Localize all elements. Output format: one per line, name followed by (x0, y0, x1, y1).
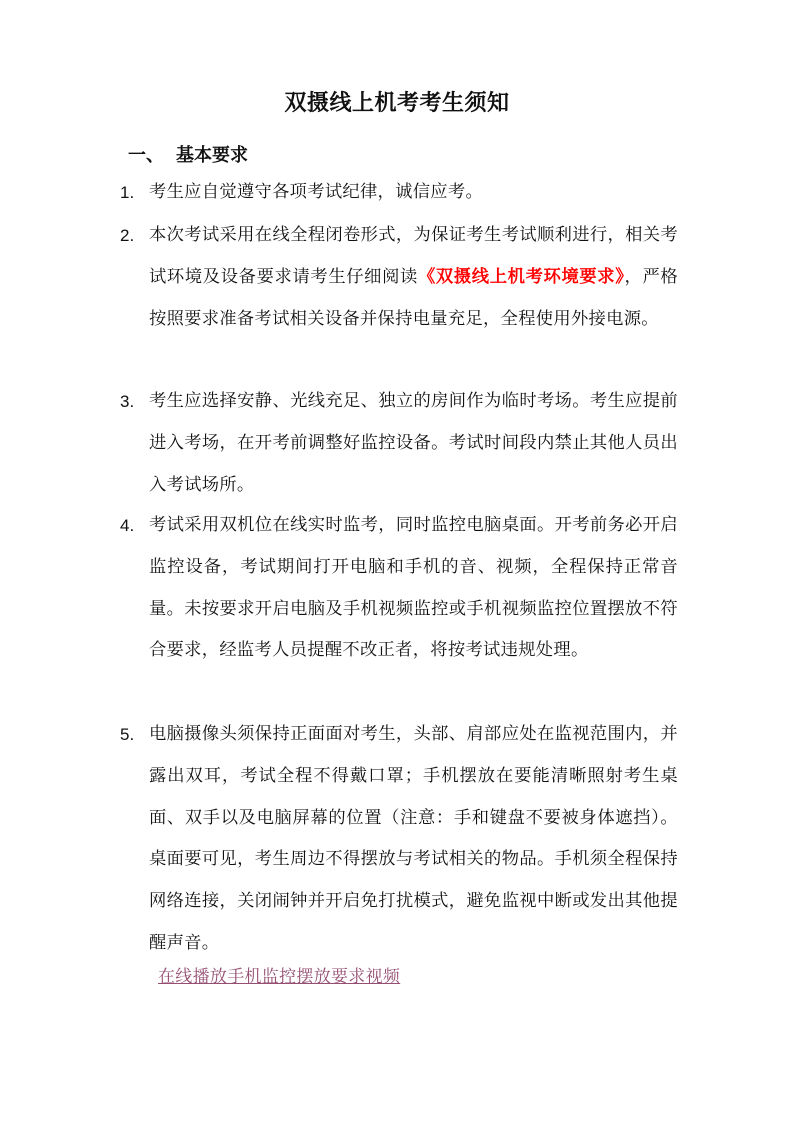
item-text (149, 215, 678, 340)
environment-requirements-reference: 《双摄线上机考环境要求》 (417, 266, 625, 287)
item-text: 考生应自觉遵守各项考试纪律，诚信应考。 (149, 182, 484, 202)
item-number: 4. (120, 516, 135, 535)
page-title: 双摄线上机考考生须知 (284, 91, 510, 116)
list-item-4 (120, 505, 678, 672)
item-text-after: ，严格按照要求准备考试相关设备并保持电量充足，全程使用外接电源。 (149, 266, 678, 329)
item-text: 电脑摄像头须保持正面面对考生，头部、肩部应处在监视范围内，并露出双耳，考试全程不得戴口罩；手机摆放在要能清晰照射考生桌面、双手以及电脑屏幕的位置（注意：手和键盘不要被身体遮挡）。桌面要可见，考生周边不得摆放与考试相关的物品。手机须全程保持网络连接，关闭闹钟并开启免打扰模式，避免监视中断或发出其他提醒声音。 (149, 724, 678, 953)
item-number: 2. (120, 226, 135, 245)
list-item-1 (120, 172, 678, 214)
section-heading-text: 基本要求 (176, 145, 248, 166)
item-number: 1. (120, 183, 135, 202)
item-text-before: 本次考试采用在线全程闭卷形式，为保证考生考试顺利进行，相关考试环境及设备要求请考生仔细阅读 (149, 225, 678, 287)
item-number: 5. (120, 725, 135, 744)
section-heading (128, 141, 248, 167)
list-item-5 (120, 714, 678, 965)
section-number: 一、 (128, 145, 164, 166)
play-video-link[interactable]: 在线播放手机监控摆放要求视频 (158, 967, 401, 987)
list-item-3 (120, 381, 678, 506)
item-number: 3. (120, 392, 135, 411)
item-text: 考生应选择安静、光线充足、独立的房间作为临时考场。考生应提前进入考场，在开考前调整好监控设备。考试时间段内禁止其他人员出入考试场所。 (149, 391, 678, 495)
list-item-2 (120, 215, 678, 340)
item-text: 考试采用双机位在线实时监考，同时监控电脑桌面。开考前务必开启监控设备，考试期间打开电脑和手机的音、视频，全程保持正常音量。未按要求开启电脑及手机视频监控或手机视频监控位置摆放不符合要求，经监考人员提醒不改正者，将按考试违规处理。 (149, 515, 678, 661)
